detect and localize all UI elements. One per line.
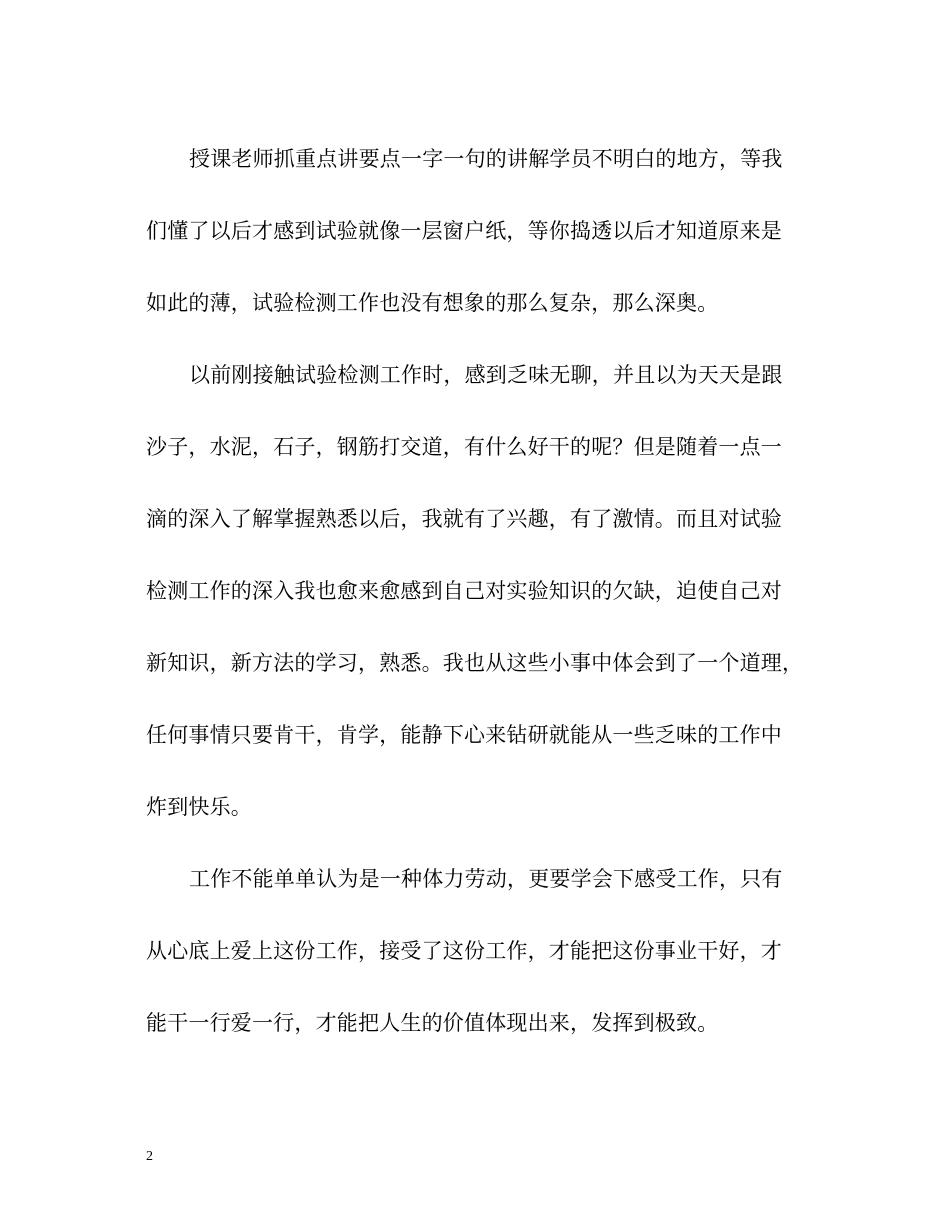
text-line: 们懂了以后才感到试验就像一层窗户纸，等你捣透以后才知道原来是 — [146, 219, 782, 243]
text-line: 能干一行爱一行，才能把人生的价值体现出来，发挥到极致。 — [146, 1011, 719, 1035]
text-line: 新知识，新方法的学习，熟悉。我也从这些小事中体会到了一个道理， — [146, 651, 804, 675]
text-line: 从心底上爱上这份工作，接受了这份工作，才能把这份事业干好，才 — [146, 939, 782, 963]
text-line: 工作不能单单认为是一种体力劳动，更要学会下感受工作，只有 — [189, 867, 783, 891]
text-line: 以前刚接触试验检测工作时，感到乏味无聊，并且以为天天是跟 — [189, 363, 783, 387]
text-line: 检测工作的深入我也愈来愈感到自己对实验知识的欠缺，迫使自己对 — [146, 579, 782, 603]
page-number: 2 — [146, 1149, 153, 1164]
body-text — [146, 136, 806, 1072]
text-line: 沙子，水泥，石子，钢筋打交道，有什么好干的呢？但是随着一点一 — [146, 435, 782, 459]
text-line: 任何事情只要肯干，肯学，能静下心来钻研就能从一些乏味的工作中 — [146, 723, 782, 747]
text-line: 滴的深入了解掌握熟悉以后，我就有了兴趣，有了激情。而且对试验 — [146, 507, 782, 531]
text-line: 炸到快乐。 — [146, 795, 252, 819]
text-line: 如此的薄，试验检测工作也没有想象的那么复杂，那么深奥。 — [146, 291, 719, 315]
text-line: 授课老师抓重点讲要点一字一句的讲解学员不明白的地方，等我 — [189, 147, 783, 171]
